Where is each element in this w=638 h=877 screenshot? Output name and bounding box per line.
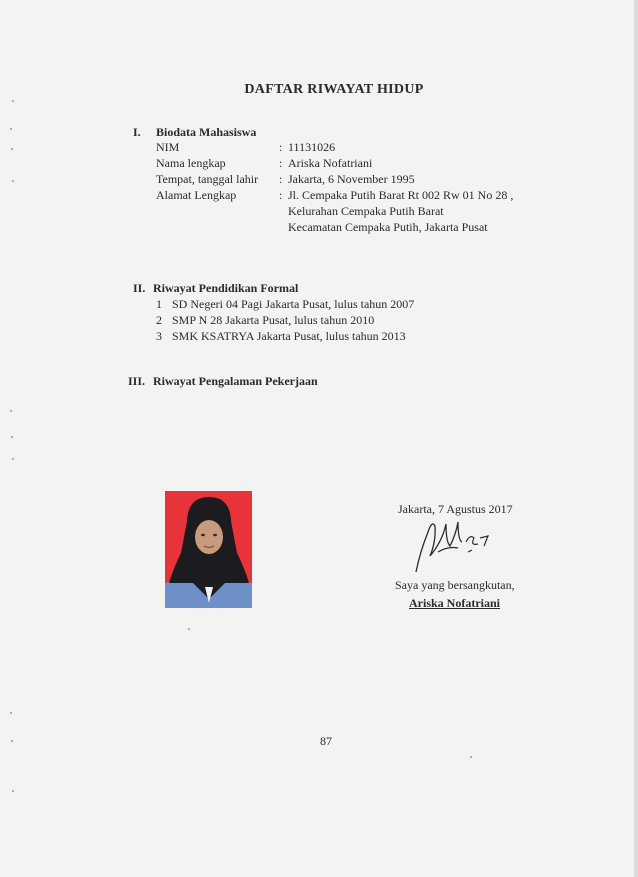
value-full-name: Ariska Nofatriani [288, 156, 373, 170]
place-date: Jakarta, 7 Agustus 2017 [398, 502, 513, 516]
list-item-number: 1 [156, 297, 162, 311]
scan-speck [12, 458, 14, 460]
section2-heading: Riwayat Pendidikan Formal [153, 281, 299, 295]
section2-number: II. [133, 281, 146, 295]
scan-speck [470, 756, 472, 758]
scan-speck [10, 712, 12, 714]
scan-speck [10, 410, 12, 412]
label-full-name: Nama lengkap [156, 156, 226, 170]
label-address: Alamat Lengkap [156, 188, 237, 202]
colon: : [279, 140, 283, 154]
value-address-line3: Kecamatan Cempaka Putih, Jakarta Pusat [288, 220, 488, 234]
list-item-number: 2 [156, 313, 162, 327]
colon: : [279, 156, 283, 170]
section3-heading: Riwayat Pengalaman Pekerjaan [153, 374, 318, 388]
scan-speck [12, 790, 14, 792]
list-item: SMP N 28 Jakarta Pusat, lulus tahun 2010 [172, 313, 375, 327]
profile-photo [165, 491, 252, 608]
value-address: Jl. Cempaka Putih Barat Rt 002 Rw 01 No 28 , [288, 188, 514, 202]
label-birth: Tempat, tanggal lahir [156, 172, 259, 186]
value-nim: 11131026 [288, 140, 336, 154]
scan-speck [11, 436, 13, 438]
scan-speck [188, 628, 190, 630]
list-item-number: 3 [156, 329, 162, 343]
portrait-illustration [165, 491, 252, 608]
list-item: SMK KSATRYA Jakarta Pusat, lulus tahun 2013 [172, 329, 406, 343]
scan-speck [11, 148, 13, 150]
section3-number: III. [128, 374, 146, 388]
scan-speck [10, 128, 12, 130]
scan-speck [12, 100, 14, 102]
value-address-line2: Kelurahan Cempaka Putih Barat [288, 204, 444, 218]
signer-name: Ariska Nofatriani [409, 596, 500, 610]
colon: : [279, 172, 283, 186]
document-title: DAFTAR RIWAYAT HIDUP [244, 82, 424, 97]
value-birth: Jakarta, 6 November 1995 [288, 172, 415, 186]
colon: : [279, 188, 283, 202]
section1-number: I. [133, 125, 141, 139]
handwritten-signature [408, 512, 508, 576]
page-number: 87 [320, 734, 332, 748]
label-nim: NIM [156, 140, 180, 154]
scan-speck [11, 740, 13, 742]
closing-text: Saya yang bersangkutan, [395, 578, 515, 592]
section1-heading: Biodata Mahasiswa [156, 125, 257, 139]
list-item: SD Negeri 04 Pagi Jakarta Pusat, lulus tahun 2007 [172, 297, 415, 311]
scan-speck [12, 180, 14, 182]
